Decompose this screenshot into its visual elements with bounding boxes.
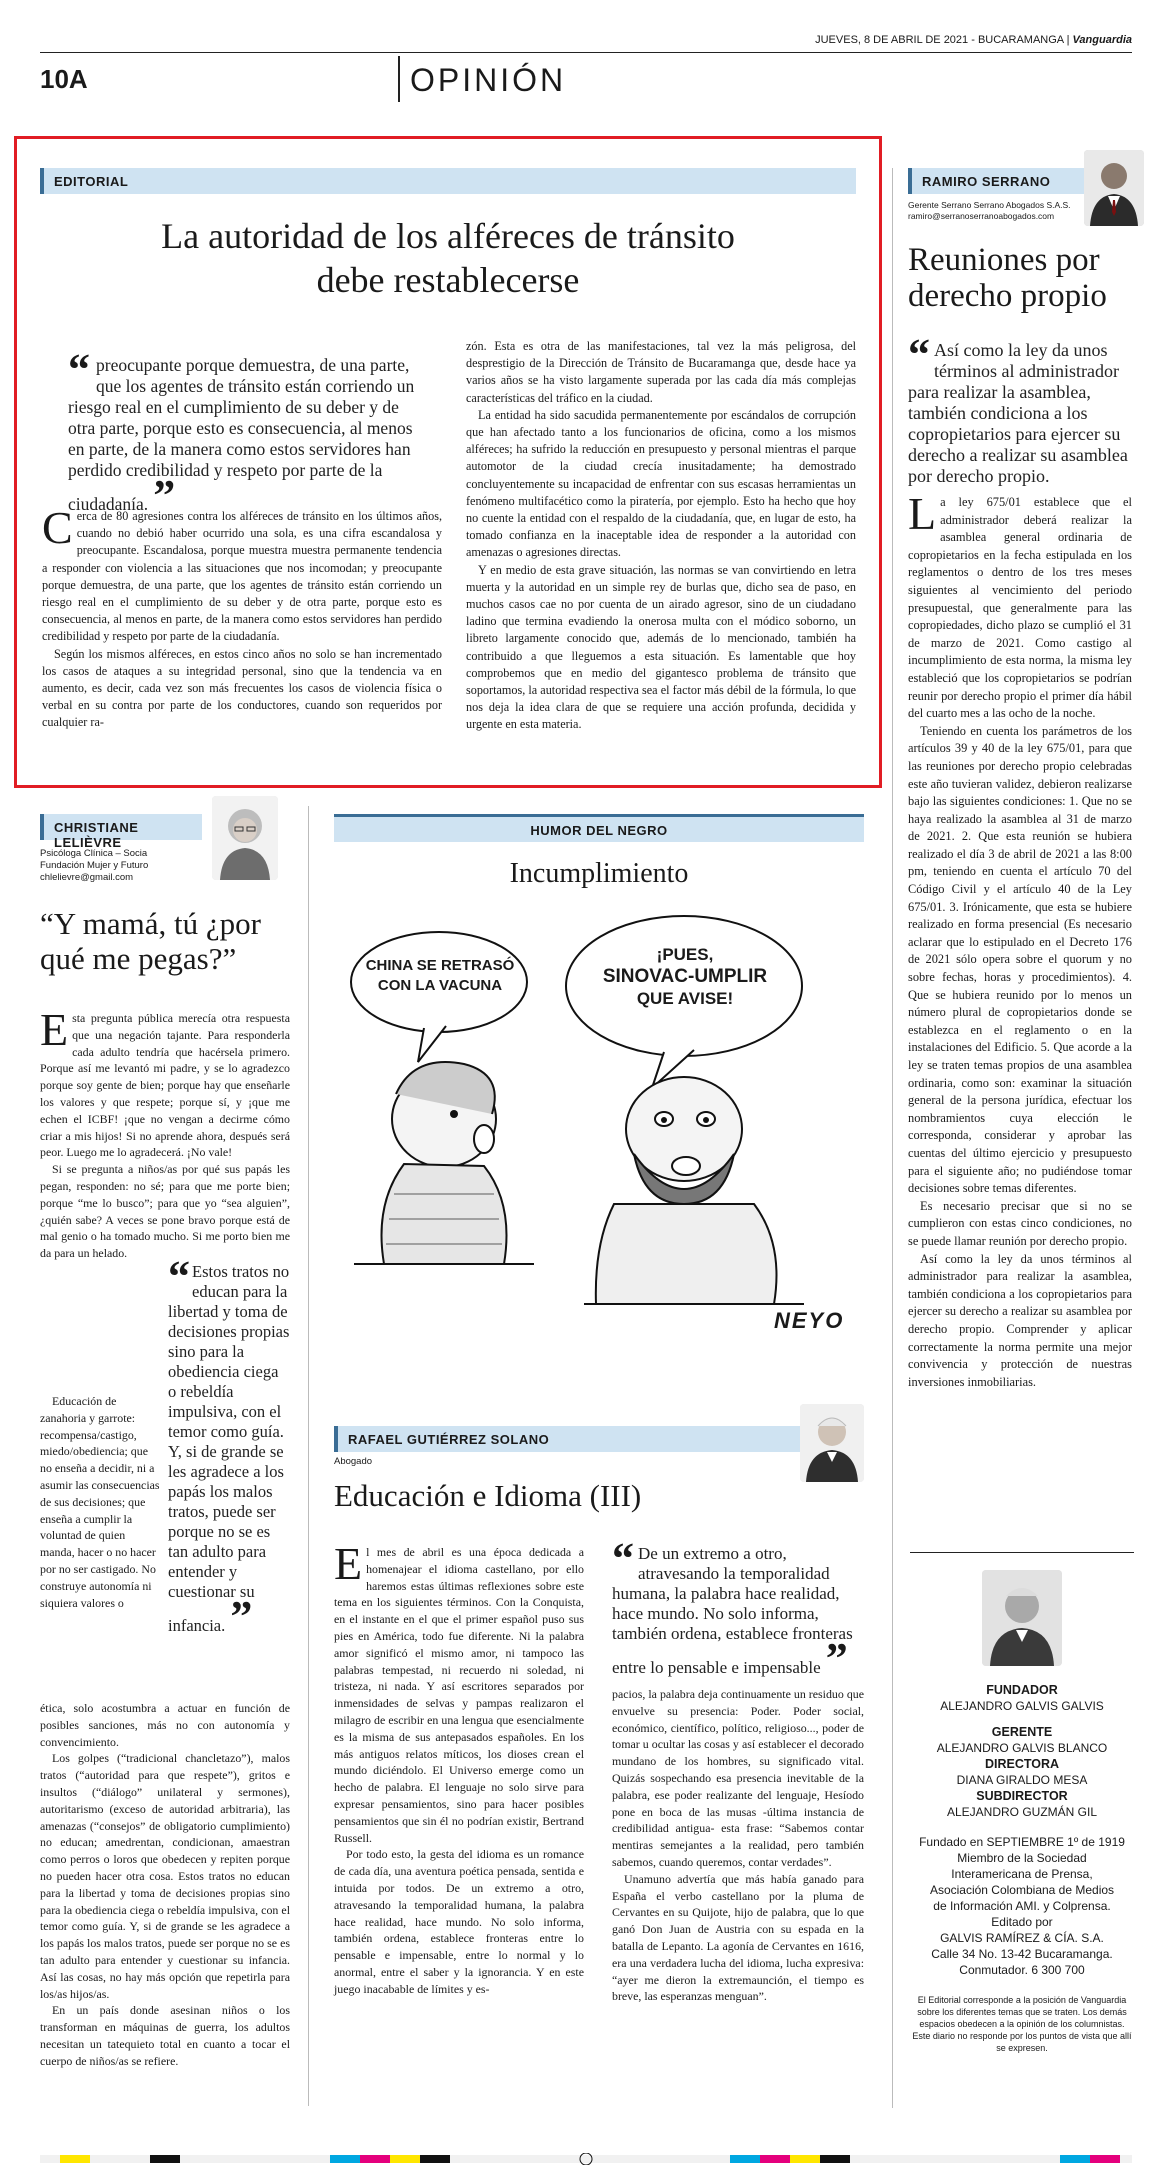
section-title: OPINIÓN — [410, 62, 567, 98]
column-divider — [308, 806, 309, 2106]
editorial-column-2: zón. Esta es otra de las manifestaciones, tal vez la más peligrosa, del desprestigio de la Dirección de Tránsito de Bucaramanga que, desde hace ya varios años se ha visto largamente superada por las cada día más complejas características del tráfico en la ciudad. La entidad ha sido sacudida permanentemente por escándalos de corrupción que han afectado tanto a los funcionarios de oficina, como a los mismos alféreces; ha sufrido la reducción en presupuesto y personal mientras el parque automotor de la ciudad crecía inusitadamente; ha demostrado concluyentemente su incapacidad de enfrentar con sus escasas herramientas un fenómeno multifacético como la piratería, por ejemplo. Esto ha hecho que hoy no cuente la entidad con el respaldo de la ciudadanía, que, en lugar de esto, ha tomado confianza en la inaceptable idea de responder a la autoridad con amenazas o agresiones directas. Y en medio de esta grave situación, las normas se van convirtiendo en letra muerta y la autoridad en un simple rey de burlas que, dicho sea de paso, en muchos casos cae no por cuenta de un airado agresor, sino de un ciudadano ladino que termina evadiendo la onerosa multa con el módico soborno, un libreto largamente conocido que, además de lo mencionado, también ha contribuido a que lleguemos a esta situación. Es lamentable que hoy comprobemos que en medio del gigantesco problema de tránsito que soportamos, la autoridad respectiva sea el factor más débil de la fórmula, lo que nos deja la idea clara de que se requiere una acción profunda, decidida y urgente en esta materia. — [466, 339, 856, 732]
open-quote-icon: “ — [168, 1252, 190, 1301]
cartoon-illustration — [334, 904, 864, 1360]
open-quote-icon: “ — [908, 330, 930, 379]
page-number: 10A — [40, 64, 88, 94]
christiane-headline: “Y mamá, tú ¿por qué me pegas?” — [40, 906, 261, 976]
christiane-author-bar: CHRISTIANE LELIÈVRE — [40, 814, 202, 840]
ramiro-pullquote: “ Así como la ley da unos términos al administrador para realizar la asamblea, también condiciona a los copropietarios para ejercer su derecho a realizar su asamblea por derecho propio. — [908, 330, 1128, 486]
rafael-affiliation: Abogado — [334, 1456, 373, 1467]
editorial-headline: La autoridad de los alféreces de tránsito debe restablecerse — [161, 216, 735, 300]
ramiro-body: La ley 675/01 establece que el administrador deberá realizar la asamblea general ordinaria de copropietarios en la fecha estipulada en los reglamentos o dentro de los tres meses siguientes al vencimiento del periodo presupuestal, que generalmente para las copropiedades, dicho plazo se cumplió el 31 de marzo de 2021. Como castigo al incumplimiento de esta norma, la misma ley estableció que los copropietarios se podrían reunir por derecho propio el primer día hábil del cuarto mes a las ocho de la noche. Teniendo en cuenta los parámetros de los artículos 39 y 40 de la ley 675/01, para que las reuniones por derecho propio celebradas este año tuvieran validez, debieron realizarse bajo las siguientes condiciones: 1. Que no se haya realizado la asamblea al 31 de marzo de 2021. 2. Que esta reunión se hubiera realizado el día 3 de abril de 2021 a las 8:00 pm, teniendo en cuenta el artículo 70 del Código Civil y el artículo 40 de la Ley 675/01. 3. Irónicamente, que esta se hubiere realizado en forma presencial (Es necesario aclarar que lo estipulado en el Decreto 176 de 2021 sólo opera sobre el quorum y no sobre fechas, horas y procedimientos). 4. Que se hubiera reunido por lo menos un número plural de copropietarios donde se establezca en el reglamento o en la instalaciones del Edificio. 5. Que acorde a la ley se traten temas propios de una asamblea ordinaria, como son: examinar la situación general de la persona jurídica, efectuar los nombramientos cuya elección le corresponda, considerar y aprobar las cuentas del último ejercicio y presupuesto para el siguiente año; no pudiéndose tomar decisiones sobre temas diferentes. Es necesario precisar que si no se cumplieron con estas cinco condiciones, no se puede llamar reunión por derecho propio. Así como la ley da unos términos al administrador para realizar la asamblea, también condiciona a los copropietarios para ejercer su derecho a realizar su asamblea por derecho propio. Comprender y aplicar correctamente la norma permite una mejor convivencia y protección de nuestras inversiones inmobiliarias. — [908, 488, 1132, 1389]
christiane-affiliation: Psicóloga Clínica – Socia Fundación Mujer y Futuro chlelievre@gmail.com — [40, 848, 210, 884]
christiane-portrait — [212, 796, 278, 880]
ramiro-email: ramiro@serranoserranoabogados.com — [908, 211, 1055, 221]
christiane-body-top: Esta pregunta pública merecía otra respuesta que una negación tajante. Para responderla cada adulto tendría que hacérsela primero. Porque así me levantó mi padre, y se lo agradezco porque soy gente de bien; porque hay que enseñarle los valores y que respete; porque sí, y ¡que me echen el ICBF! ¡que no vengan a decirme cómo criar a mis hijos! Si no aprende ahora, después será peor. Luego me lo agradecerá. ¡No vale! Si se pregunta a niños/as por qué sus papás les pegan, responden: no sé; para que me porte bien; porque “me lo busco”; para que yo “sea alguien”, ¿quién sabe? A veces se pone bravo porque está de mal genio o ha tomado mucho. Si me porto bien me da para un helado. — [40, 1004, 290, 1261]
close-quote-icon: ” — [153, 471, 176, 520]
close-quote-icon: ” — [230, 1592, 253, 1641]
cartoon-title: Incumplimiento — [509, 858, 689, 889]
open-quote-icon: “ — [612, 1534, 634, 1583]
editorial-disclaimer: El Editorial corresponde a la posición de Vanguardia sobre los diferentes temas que se traten. Los demás espacios obedecen a la opinión de los columnistas. Este diario no responde por los puntos de vista que allí se expresen. — [912, 1995, 1132, 2053]
christiane-pullquote: “ Estos tratos no educan para la libertad y toma de decisiones propias sino para la obediencia ciega o rebeldía impulsiva, con el temor como guía. Y, si de grande se les agradece a los papás los malos tratos, puede ser porque no se es tan adulto para entender y cuestionar su infancia. ” — [168, 1252, 290, 1641]
ramiro-affiliation: Gerente Serrano Serrano Abogados S.A.S. ramiro@serranoserranoabogados.com — [908, 200, 1088, 222]
editorial-pullquote: “ preocupante porque demuestra, de una parte, que los agentes de tránsito están corriendo un riesgo real en el cumplimiento de su deber y de otra parte, porque esto es consecuencia, al menos en parte, de la manera como estos servidores han perdido credibilidad y respeto por parte de la ciudadanía. ” — [68, 345, 415, 520]
staff-rule — [910, 1552, 1134, 1553]
rafael-headline: Educación e Idioma (III) — [334, 1478, 642, 1513]
christiane-body-bottom: ética, solo acostumbra a actuar en función de posibles sanciones, más no con autonomía y convencimiento. Los golpes (“tradicional chancletazo”), malos tratos (“autoridad para que respete”), gritos e insultos (“diálogo” unilateral y sermones), autoritarismo (exceso de autoridad arbitraria), las amenazas (“consejos” de obligatorio cumplimiento) no educan; amedrentan, condicionan, amaestran como perros o loros que obedecen y repiten porque no pueden hacer otra cosa. Estos tratos no educan para la libertad y toma de decisiones propias sino para la obediencia ciega o rebeldía impulsiva, con el temor como guía. Y, si de grande se les agradece a los papás los malos tratos, puede ser porque no se es tan adulto para entender y cuestionar su infancia. Así las cosas, no hay más opción que repetirla para los/as hijos/as. En un país donde asesinan niños o los transforman en máquinas de guerra, los adultos necesitan un tatequieto total en cuanto a tocar el cuerpo de niños/as se refiere. — [40, 1701, 290, 2068]
portrait-icon — [800, 1404, 864, 1482]
christiane-email: chlelievre@gmail.com — [40, 872, 134, 883]
christiane-body-narrow: Educación de zanahoria y garrote: recompensa/castigo, miedo/obediencia; que no enseña a decidir, ni a asumir las consecuencias de sus decisiones; que enseña a cumplir la voluntad de quien manda, hacer o no hacer por no ser castigado. No construye autonomía ni siquiera valores o — [40, 1394, 160, 1610]
rafael-portrait — [800, 1404, 864, 1482]
rafael-column-2: pacios, la palabra deja continuamente un residuo que envuelve su presencia: Poder. Poder social, económico, científico, político, religioso..., poder de tomar u ocultar las cosas y así establecer el decorado mundano de los hombres, su significado vital. Quizás sospechando esa presencia inevitable de la palabra, ese poder realizante del lenguaje, Hesíodo pone en boca de las musas -última instancia de credibilidad antigua- esta frase: “Sabemos contar mentiras semejantes a la realidad, pero también sabemos, cuando queremos, contar verdades”. Unamuno advertía que más había ganado para España el verbo castellano por la pluma de Cervantes en su Quijote, hijo de palabra, que lo que ganó Don Juan de Austria con su espada en la batalla de Lepanto. La agonía de Cervantes en 1616, era una verdadera lucha del idioma, lucha expresiva: “ayer me dieron la extremaunción, el tiempo es breve, las esperanzas menguan”. — [612, 1687, 864, 2004]
rafael-pullquote: “ De un extremo a otro, atravesando la temporalidad humana, la palabra hace realidad, hace mundo. No solo informa, también ordena, establece fronteras entre lo pensable e impensable ” — [612, 1534, 853, 1683]
ramiro-portrait — [1084, 150, 1144, 226]
humor-label: HUMOR DEL NEGRO — [334, 814, 864, 842]
masthead-rule — [40, 52, 1132, 53]
cartoon-bubble-right: ¡PUES, SINOVAC-UMPLIR QUE AVISE! — [602, 945, 768, 1008]
section-divider — [398, 56, 400, 102]
printer-color-bar — [0, 2150, 1172, 2162]
cartoon-bubble-left: CHINA SE RETRASÓ CON LA VACUNA — [365, 957, 515, 994]
portrait-icon — [212, 796, 278, 880]
brand-logo: Vanguardia — [1072, 34, 1132, 46]
editorial-column-1: Cerca de 80 agresiones contra los alféreces de tránsito en los últimos años, cuando no debió haber ocurrido una sola, es una cifra escandalosa y preocupante. Escandalosa, porque muestra muestra permanente tendencia a responder con violencia a las situaciones que nos incomodan; y preocupante porque demuestra, de una parte, que los agentes de tránsito están corriendo un riesgo real en el cumplimiento de su deber y de otra parte, porque esto es consecuencia, al menos en parte, de la manera como estos servidores han perdido credibilidad y respeto por parte de la ciudadanía. Según los mismos alféreces, en estos cinco años no solo se han incrementado los casos de ataques a su integridad personal, sino que la tendencia va en aumento, es decir, cada vez son más frecuentes los casos de violencia física o verbal en su contra por parte de los conductores, cuando son requeridos por cualquier ra- — [42, 502, 442, 730]
open-quote-icon: “ — [68, 345, 90, 394]
rafael-column-1: El mes de abril es una época dedicada a homenajear el idioma castellano, por ello haremos estas últimas reflexiones sobre este tema en los siguientes términos. Con la Conquista, en el instante en el que el primer español puso sus pies en América, todo fue diferente. Ni la palabra amor significó el mismo amor, ni tampoco las palabras tempestad, ni recuerdo ni soledad, ni tristeza, ni nada. Y así escritores separados por inmensidades de selvas y pampas realizaron el milagro de escribir en una lengua que esencialmente es la misma de sus antepasados españoles. En los más antiguos relatos míticos, los dioses crean el mundo diciéndolo. El Universo emerge como un hecho de palabra. El lenguaje no solo sirve para expresar pensamientos, sino para hacer posibles pensamientos que sin él no podrían existir, Bertrand Russell. Por todo esto, la gesta del idioma es un romance de cada día, una aventura poética pensada, sentida e intuida por todos. De un extremo a otro, atravesando la temporalidad humana, la palabra hace realidad, hace mundo. No solo informa, también ordena, establece fronteras entre lo pensable e impensable, entre lo normal y lo anormal, entre el saber y la ignorancia. Y en este juego inacabable de límites y es- — [334, 1538, 584, 1996]
founder-portrait — [982, 1570, 1062, 1666]
cartoonist-signature: NEYO — [774, 1308, 845, 1333]
staff-box: FUNDADOR ALEJANDRO GALVIS GALVIS GERENTE ALEJANDRO GALVIS BLANCO DIRECTORA DIANA GIRALDO MESA SUBDIRECTOR ALEJANDRO GUZMÁN GIL Fundado en SEPTIEMBRE 1º de 1919 Miembro de la Sociedad Interamericana de Prensa, Asociación Colombiana de Medios de Información AMI. y Colprensa. Editado por GALVIS RAMÍREZ & CÍA. S.A. Calle 34 No. 13-42 Bucaramanga. Conmutador. 6 300 700 El Editorial corresponde a la posición de Vanguardia sobre los diferentes temas que se traten. Los demás espacios obedecen a la opinión de los columnistas. Este diario no responde por los puntos de vista que allí se expresen. — [910, 1682, 1134, 2054]
ramiro-headline: Reuniones por derecho propio — [908, 242, 1107, 314]
column-divider — [892, 168, 893, 2108]
registration-marks-icon — [0, 2153, 1172, 2165]
ramiro-author-bar: RAMIRO SERRANO — [908, 168, 1098, 194]
close-quote-icon: ” — [825, 1634, 848, 1683]
dateline: JUEVES, 8 DE ABRIL DE 2021 - BUCARAMANGA | Vanguardia — [815, 34, 1132, 46]
portrait-icon — [1084, 150, 1144, 226]
rafael-author-bar: RAFAEL GUTIÉRREZ SOLANO — [334, 1426, 804, 1452]
portrait-icon — [982, 1570, 1062, 1666]
editorial-label: EDITORIAL — [40, 168, 856, 194]
